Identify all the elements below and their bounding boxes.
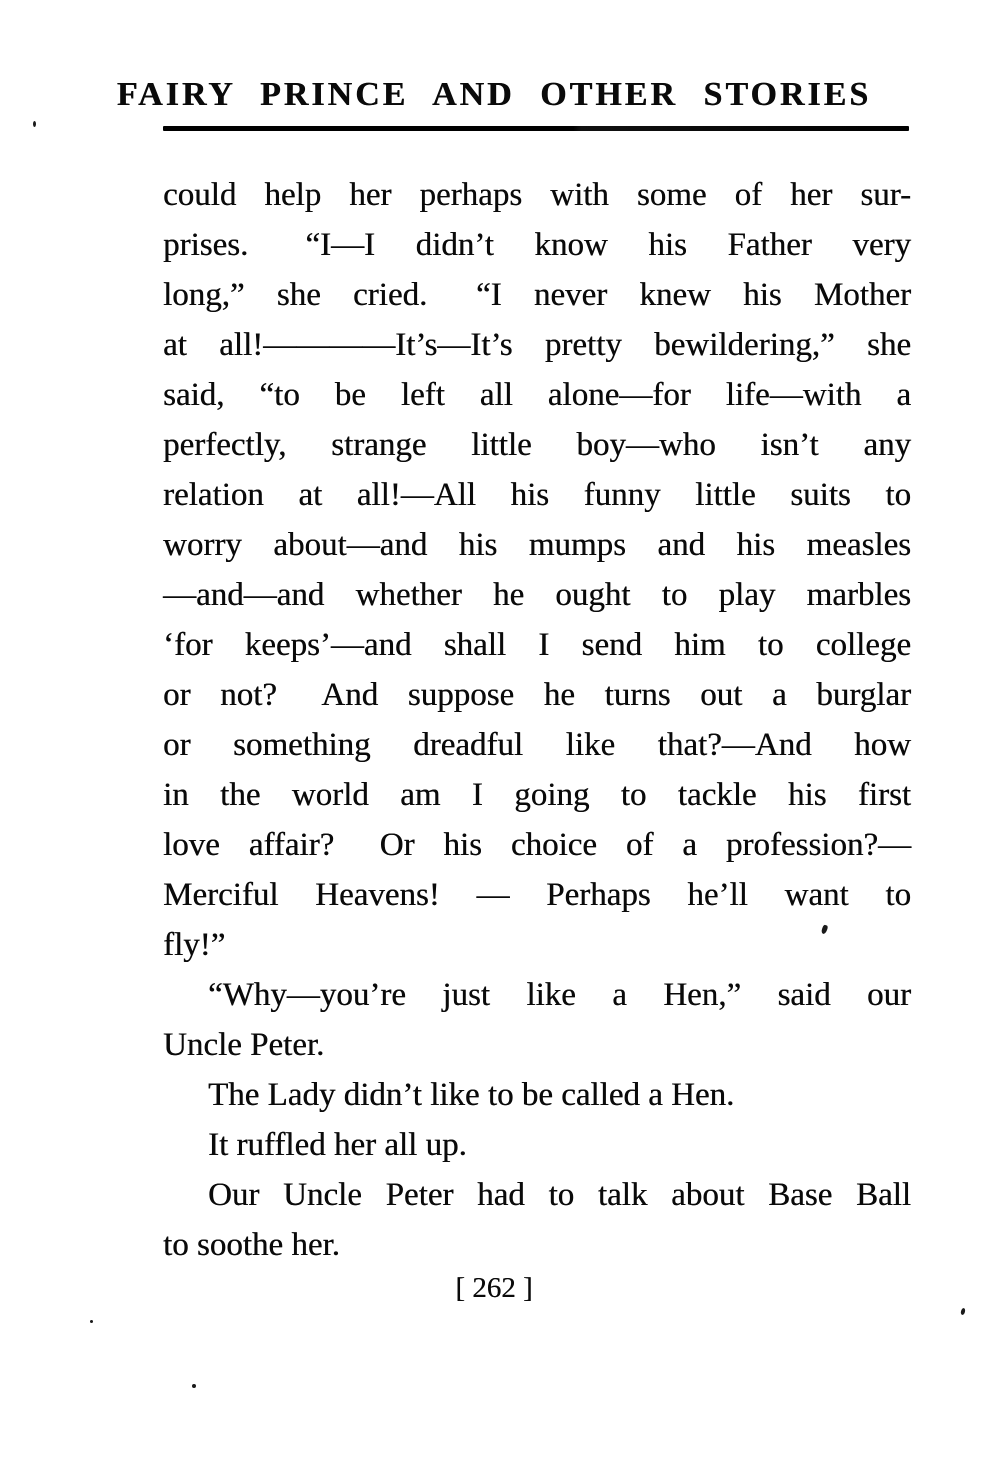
body-text xyxy=(163,170,911,1270)
text-line: Uncle Peter. xyxy=(163,1027,325,1063)
text-line: ‘for keeps’—and shall I send him to college xyxy=(163,627,911,663)
text-line: Merciful Heavens! — Perhaps he’ll want to xyxy=(163,877,911,913)
text-line: could help her perhaps with some of her sur- xyxy=(163,177,911,213)
header-rule xyxy=(163,126,909,131)
text-line: to soothe her. xyxy=(163,1227,340,1263)
text-line: The Lady didn’t like to be called a Hen. xyxy=(208,1077,735,1113)
text-line: relation at all!—All his funny little suits to xyxy=(163,477,911,513)
scan-speck xyxy=(33,121,36,127)
text-line: prises. “I—I didn’t know his Father very xyxy=(163,227,911,263)
text-line: long,” she cried. “I never knew his Mother xyxy=(163,277,911,313)
text-line: in the world am I going to tackle his first xyxy=(163,777,911,813)
text-line: or something dreadful like that?—And how xyxy=(163,727,911,763)
text-line: Our Uncle Peter had to talk about Base Ball xyxy=(208,1177,911,1213)
text-line: It ruffled her all up. xyxy=(208,1127,467,1163)
running-header: FAIRY PRINCE AND OTHER STORIES xyxy=(116,76,872,113)
scan-speck xyxy=(90,1320,93,1323)
text-line: fly!” xyxy=(163,927,226,963)
text-line: at all!————It’s—It’s pretty bewildering,” she xyxy=(163,327,911,363)
scan-speck xyxy=(960,1308,966,1316)
text-line: love affair? Or his choice of a profession?— xyxy=(163,827,911,863)
text-line: worry about—and his mumps and his measles xyxy=(163,527,911,563)
text-line: perfectly, strange little boy—who isn’t any xyxy=(163,427,911,463)
scan-speck xyxy=(192,1384,196,1388)
text-line: “Why—you’re just like a Hen,” said our xyxy=(208,977,911,1013)
page-number: [ 262 ] xyxy=(455,1272,533,1304)
text-line: said, “to be left all alone—for life—with a xyxy=(163,377,911,413)
text-line: or not? And suppose he turns out a burglar xyxy=(163,677,911,713)
text-line: —and—and whether he ought to play marbles xyxy=(163,577,911,613)
